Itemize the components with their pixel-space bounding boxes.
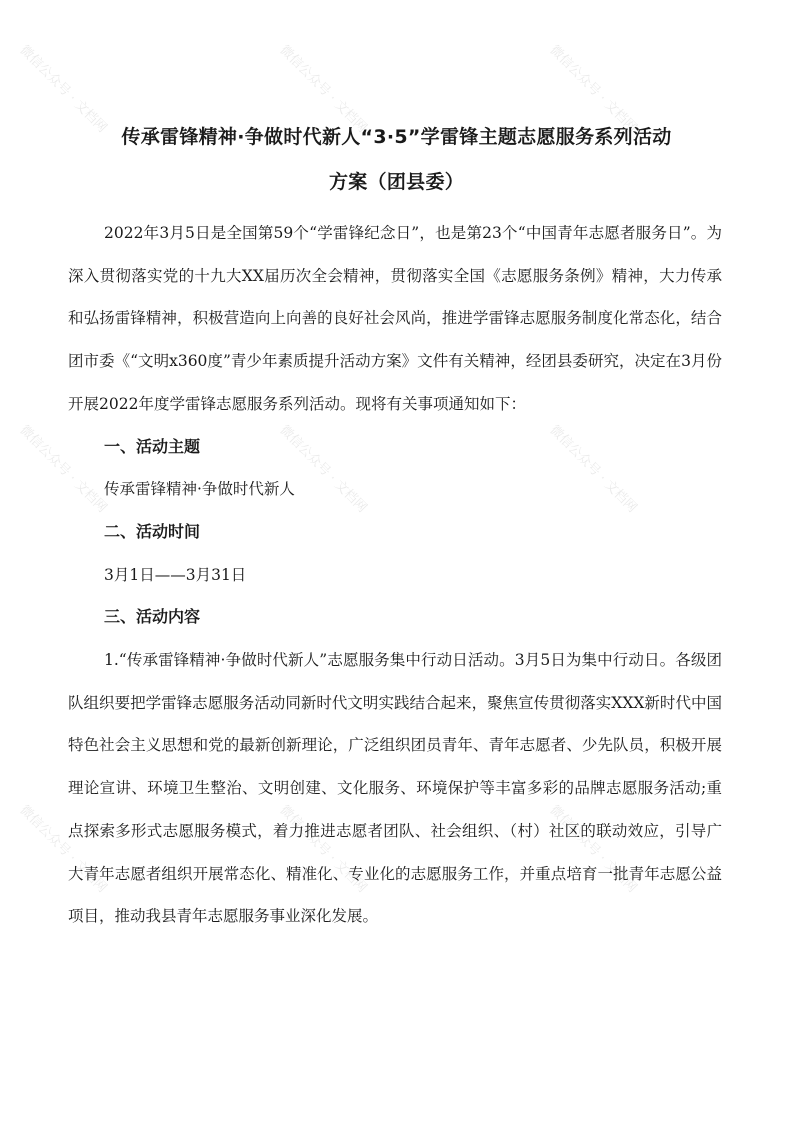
document-title-line-1: 传承雷锋精神·争做时代新人“3·5”学雷锋主题志愿服务系列活动	[121, 126, 672, 148]
section-heading-theme: 一、活动主题	[104, 436, 201, 456]
watermark: 微信公众号 · 文档网	[16, 422, 110, 516]
section-heading-content: 三、活动内容	[104, 607, 201, 627]
section-content-paragraph: 1.“传承雷锋精神·争做时代新人”志愿服务集中行动日活动。3月5日为集中行动日。各级团队组织要把学雷锋志愿服务活动同新时代文明实践结合起来，聚焦宣传贯彻落实XXX新时代中国特色社会主义思想和党的最新创新理论，广泛组织团员青年、青年志愿者、少先队员，积极开展理论宣讲、环境卫生整治、文明创建、文化服务、环境保护等丰富多彩的品牌志愿服务活动;重点探索多形式志愿服务模式，着力推进志愿者团队、社会组织、（村）社区的联动效应，引导广大青年志愿者组织开展常态化、精准化、专业化的志愿服务工作，并重点培育一批青年志愿公益项目，推动我县青年志愿服务事业深化发展。	[68, 651, 722, 926]
watermark: 微信公众号 · 文档网	[276, 422, 370, 516]
watermark: 微信公众号 · 文档网	[546, 422, 640, 516]
watermark: 微信公众号 · 文档网	[16, 802, 110, 896]
watermark: 微信公众号 · 文档网	[16, 42, 110, 136]
section-content-theme: 传承雷锋精神·争做时代新人	[104, 480, 295, 499]
document-title-line-2: 方案（团县委）	[328, 171, 465, 193]
watermark: 微信公众号 · 文档网	[546, 802, 640, 896]
intro-paragraph: 2022年3月5日是全国第59个“学雷锋纪念日”，也是第23个“中国青年志愿者服务日”。为深入贯彻落实党的十九大XX届历次全会精神，贯彻落实全国《志愿服务条例》精神，大力传承和弘扬雷锋精神，积极营造向上向善的良好社会风尚，推进学雷锋志愿服务制度化常态化，结合团市委《“文明x360度”青少年素质提升活动方案》文件有关精神，经团县委研究，决定在3月份开展2022年度学雷锋志愿服务系列活动。现将有关事项通知如下：	[68, 224, 722, 413]
watermark: 微信公众号 · 文档网	[546, 42, 640, 136]
document-body	[68, 212, 722, 938]
watermark: 微信公众号 · 文档网	[276, 42, 370, 136]
section-heading-time: 二、活动时间	[104, 521, 201, 541]
watermark: 微信公众号 · 文档网	[276, 802, 370, 896]
section-content-time: 3月1日——3月31日	[104, 565, 247, 584]
